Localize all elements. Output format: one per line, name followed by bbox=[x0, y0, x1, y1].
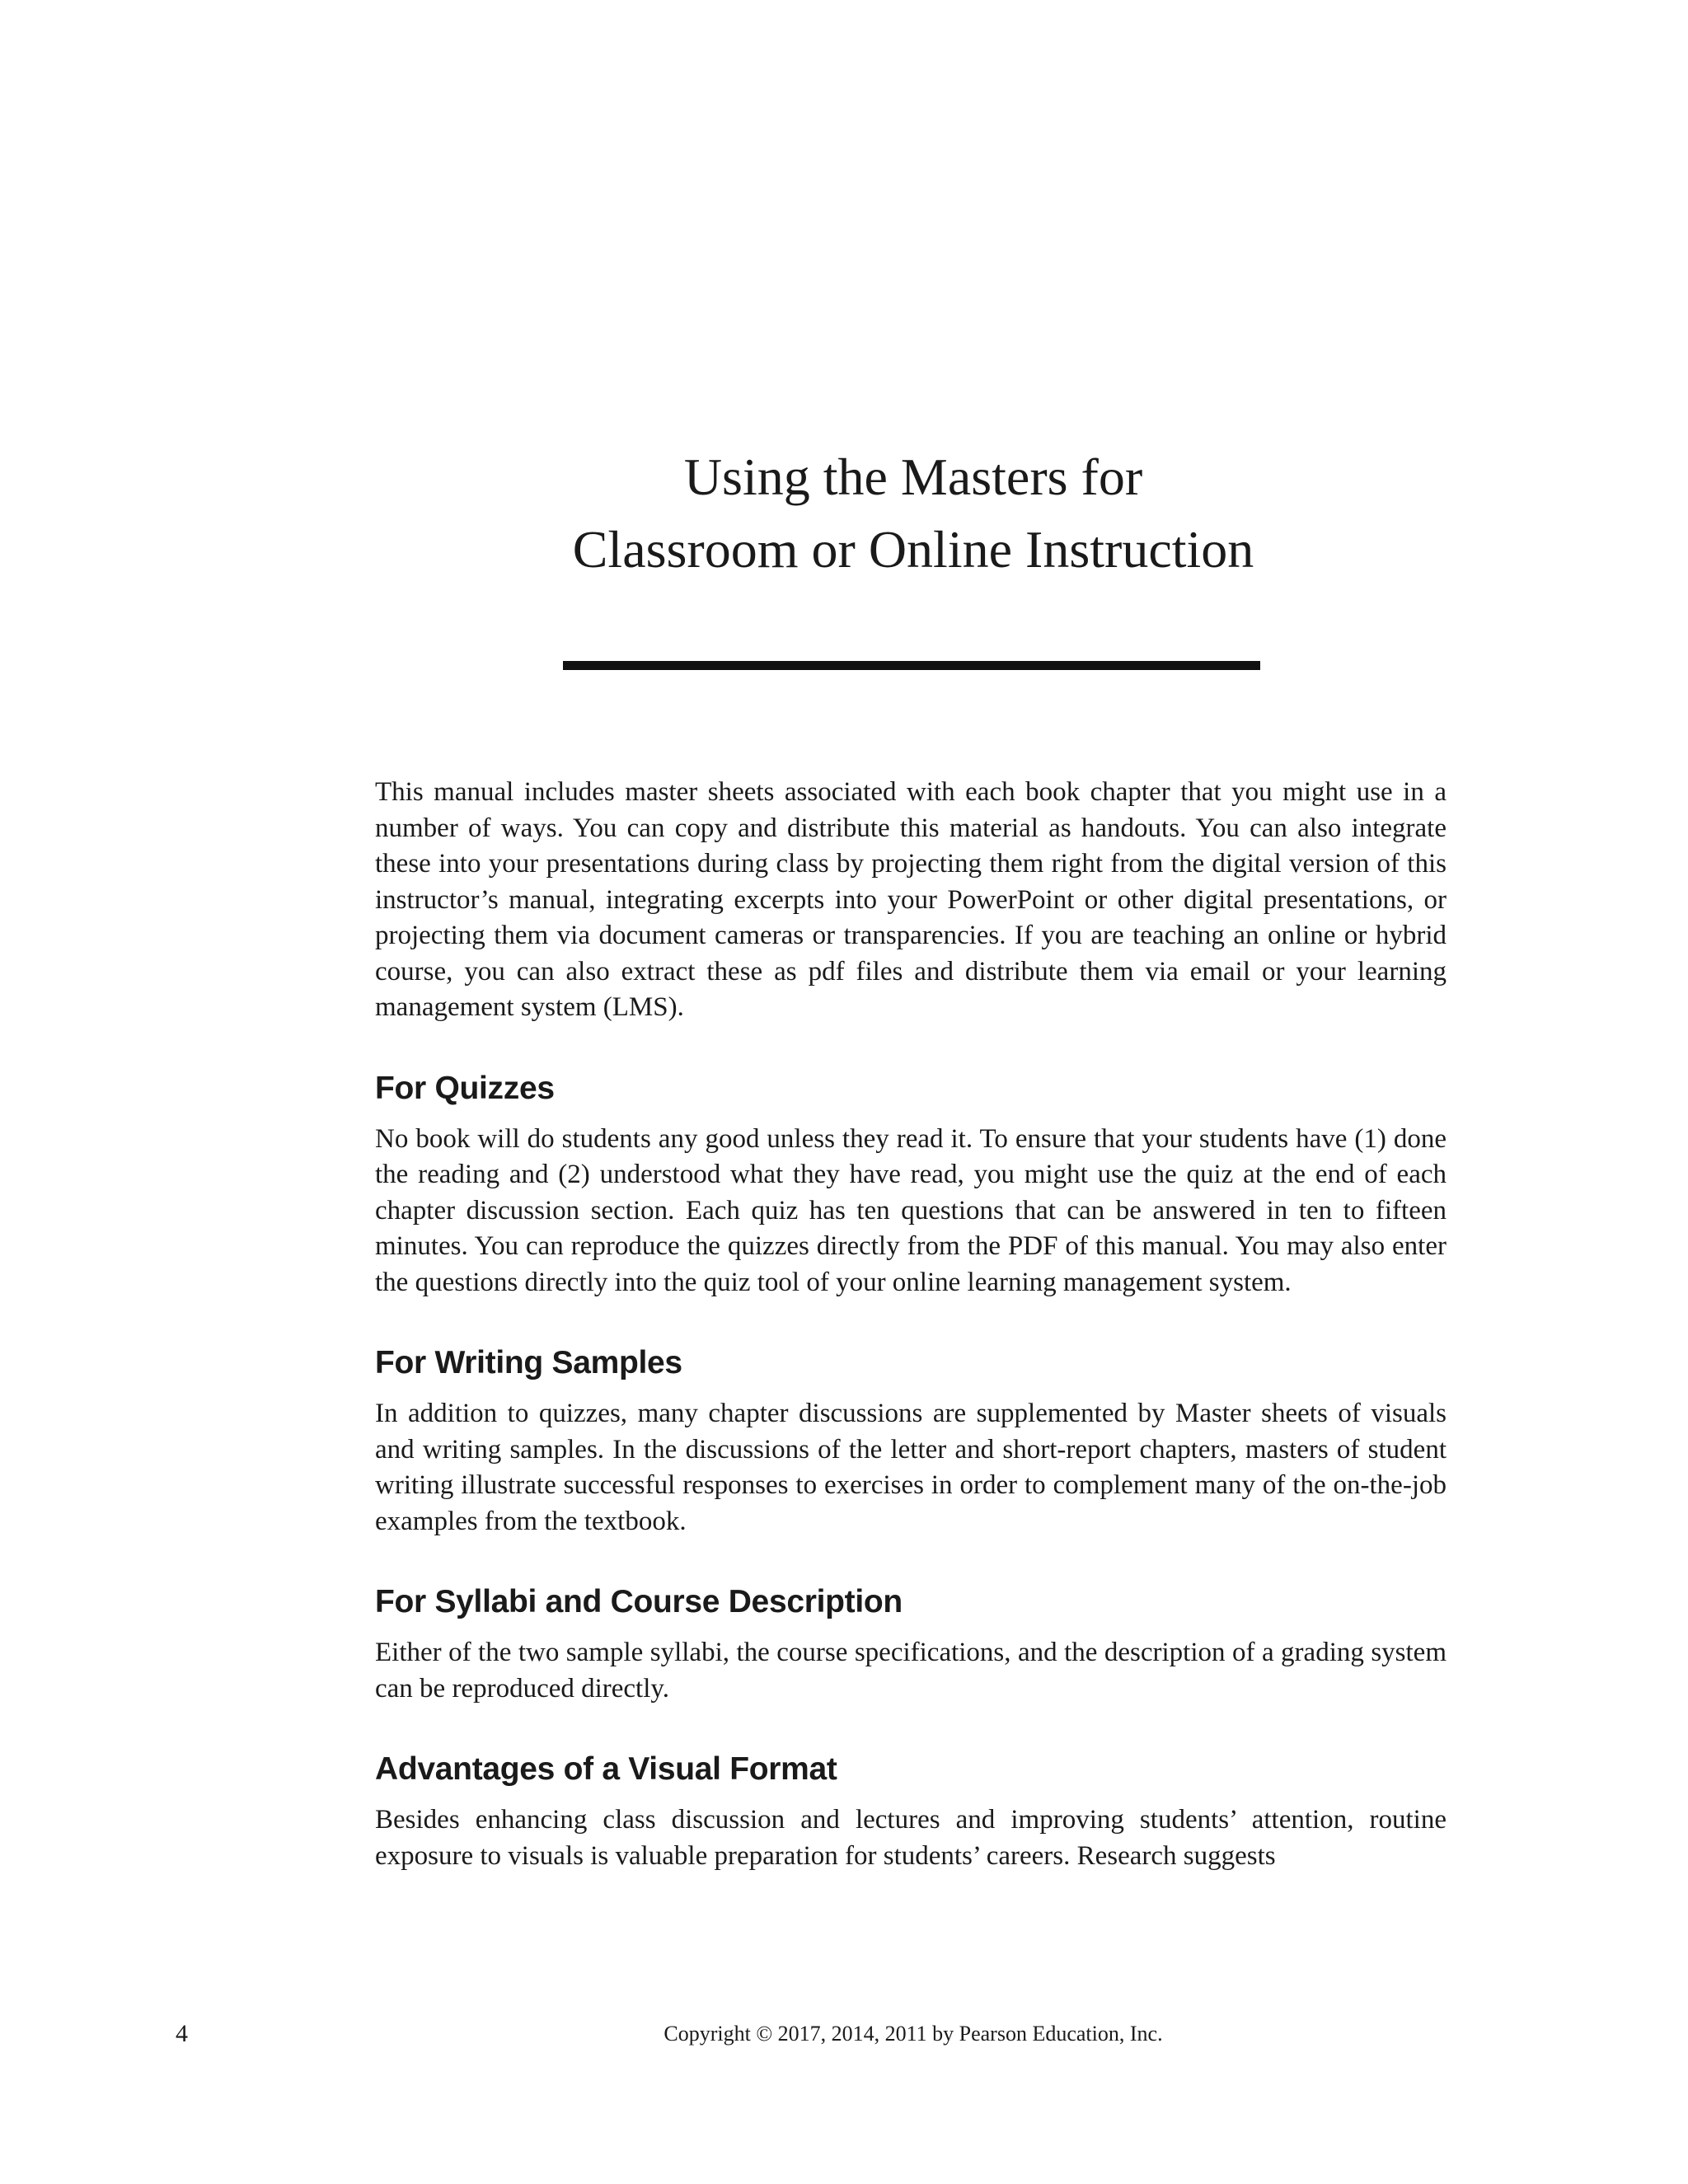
page-body bbox=[375, 775, 1447, 1874]
title-line-2: Classroom or Online Instruction bbox=[572, 520, 1254, 579]
section-body-quizzes: No book will do students any good unless they read it. To ensure that your students have (1) done the reading and (2) understood what they have read, you might use the quiz at the end of each chapter discussion section. Each quiz has ten questions that can be answered in ten to fifteen minutes. You can reproduce the quizzes directly from the PDF of this manual. You may also enter the questions directly into the quiz tool of your online learning management system. bbox=[375, 1123, 1447, 1297]
section-heading-syllabi: For Syllabi and Course Description bbox=[375, 1584, 903, 1619]
section-heading-quizzes: For Quizzes bbox=[375, 1070, 555, 1106]
page-title bbox=[373, 441, 1453, 586]
section-syllabi bbox=[375, 1581, 1447, 1707]
section-visual-format bbox=[375, 1748, 1447, 1874]
page-number: 4 bbox=[176, 2020, 188, 2047]
section-body-writing-samples: In addition to quizzes, many chapter discussions are supplemented by Master sheets of visuals and writing samples. In the discussions of the letter and short-report chapters, masters of student writing illustrate successful responses to exercises in order to complement many of the on-the-job examples from the textbook. bbox=[375, 1399, 1447, 1536]
intro-paragraph: This manual includes master sheets associated with each book chapter that you might use in a number of ways. You can copy and distribute this material as handouts. You can also integrate these into your presentations during class by projecting them right from the digital version of this instructor’s manual, integrating excerpts into your PowerPoint or other digital presentations, or projecting them via document cameras or transparencies. If you are teaching an online or hybrid course, you can also extract these as pdf files and distribute them via email or your learning management system (LMS). bbox=[375, 777, 1447, 1022]
section-writing-samples bbox=[375, 1342, 1447, 1540]
section-body-syllabi: Either of the two sample syllabi, the course specifications, and the description of a grading system can be reproduced directly. bbox=[375, 1638, 1447, 1704]
section-heading-visual-format: Advantages of a Visual Format bbox=[375, 1751, 837, 1787]
section-quizzes bbox=[375, 1067, 1447, 1301]
title-line-1: Using the Masters for bbox=[683, 448, 1143, 506]
copyright-notice: Copyright © 2017, 2014, 2011 by Pearson Education, Inc. bbox=[663, 2022, 1163, 2046]
title-divider bbox=[563, 661, 1260, 670]
section-heading-writing-samples: For Writing Samples bbox=[375, 1345, 682, 1380]
section-body-visual-format: Besides enhancing class discussion and lectures and improving students’ attention, routine exposure to visuals is valuable preparation for students’ careers. Research suggests bbox=[375, 1805, 1447, 1871]
